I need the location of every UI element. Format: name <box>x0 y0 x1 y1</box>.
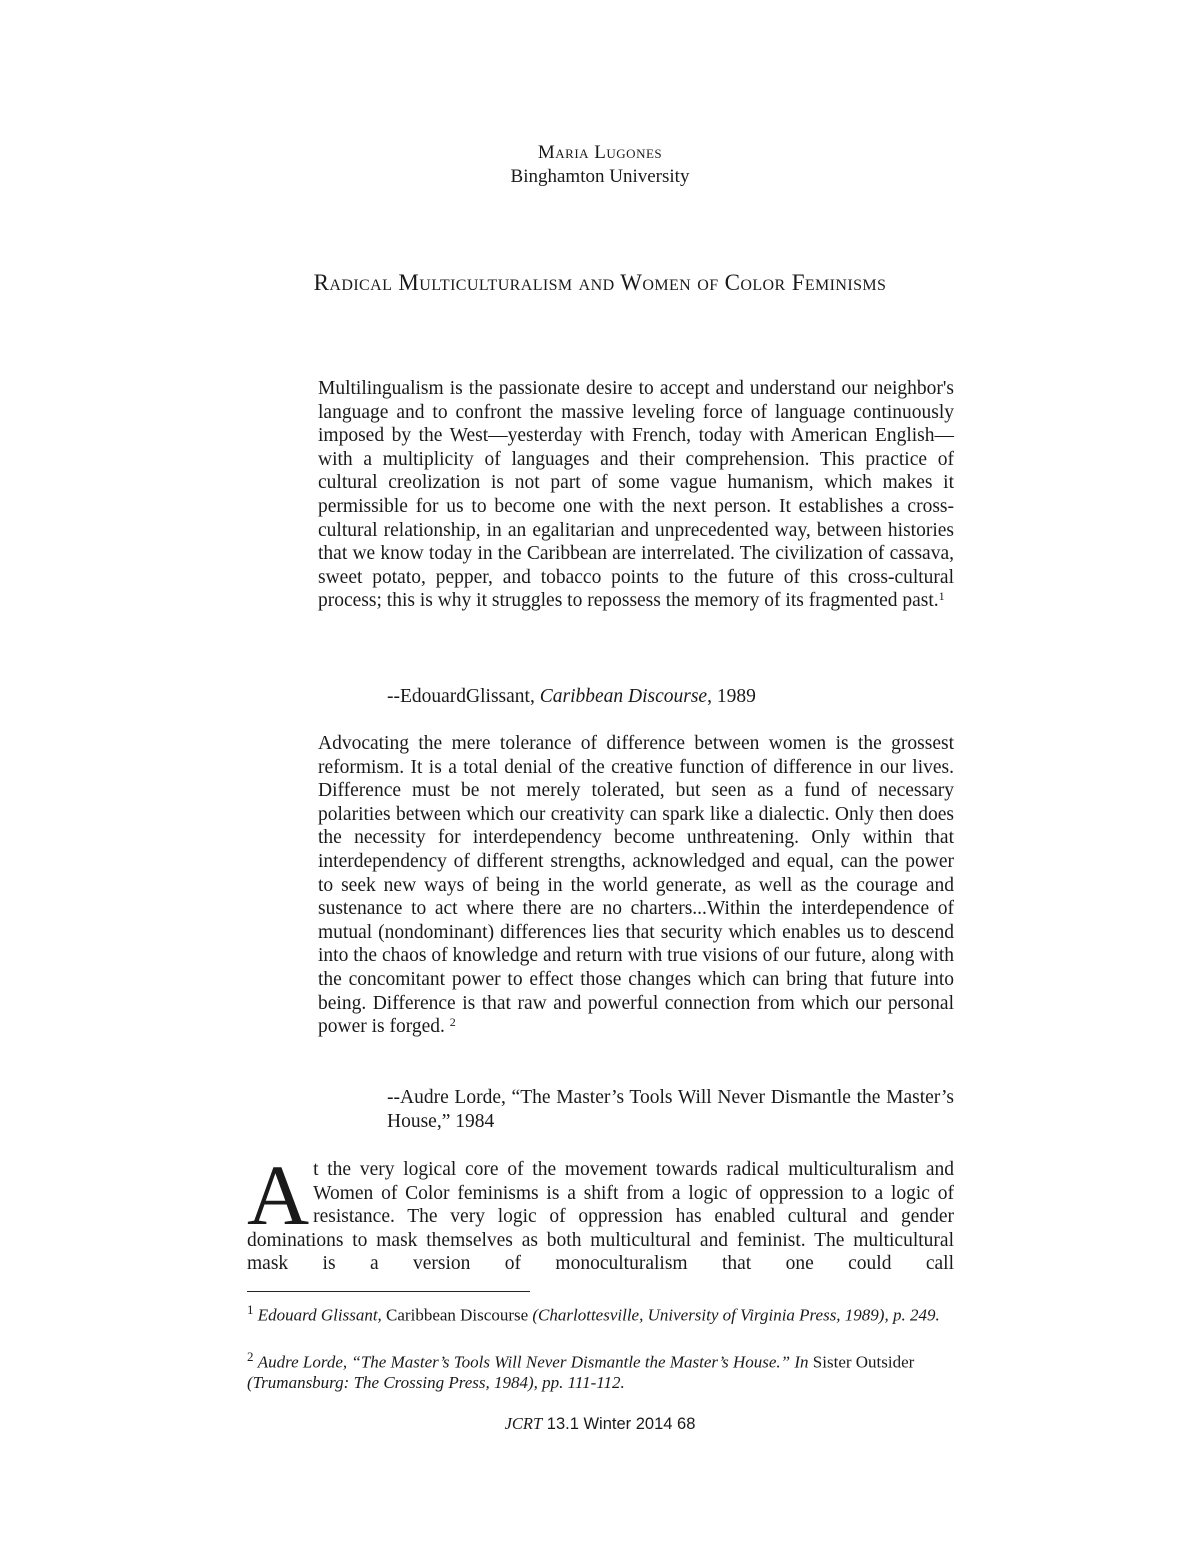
footnote-mark: 1 <box>247 1302 254 1317</box>
epigraph-lorde <box>318 732 954 1039</box>
attribution-year: , 1989 <box>707 686 756 707</box>
footnote-italic: Audre Lorde, “The Master’s Tools Will Never Dismantle the Master’s House.” In <box>257 1352 809 1372</box>
epigraph-glissant <box>318 377 954 613</box>
footnote-1 <box>247 1300 954 1326</box>
footnote-roman: Caribbean Discourse <box>381 1305 533 1325</box>
article-title: Radical Multiculturalism and Women of Color Feminisms <box>313 270 887 295</box>
page-footer <box>0 1414 1200 1434</box>
footnote-2 <box>247 1347 954 1394</box>
footnote-mark: 2 <box>247 1349 254 1364</box>
attribution-author: --EdouardGlissant, <box>387 686 540 707</box>
epigraph-text: Multilingualism is the passionate desire to accept and understand our neighbor's language and to confront the massive leveling force of language continuously imposed by the West—yesterday with French, today with American English—with a multiplicity of languages and their comprehension. This practice of cultural creolization is not part of some vague humanism, which makes it permissible for us to become one with the next person. It establishes a cross-cultural relationship, in an egalitarian and unprecedented way, between histories that we know today in the Caribbean are interrelated. The civilization of cassava, sweet potato, pepper, and tobacco points to the future of this cross-cultural process; this is why it struggles to repossess the memory of its fragmented past. <box>318 378 954 612</box>
footnote-italic: (Trumansburg: The Crossing Press, 1984), pp. 111-112. <box>247 1373 625 1393</box>
footnote-roman: Sister Outsider <box>808 1352 915 1372</box>
footnote-italic: Edouard Glissant, <box>257 1305 382 1325</box>
author-affiliation: Binghamton University <box>510 166 690 187</box>
journal-issue: 13.1 Winter 2014 <box>542 1415 673 1433</box>
page-number: 68 <box>677 1415 696 1433</box>
body-paragraph <box>247 1147 954 1276</box>
footnote-ref[interactable]: 1 <box>938 589 945 604</box>
epigraph-attribution: --Audre Lorde, “The Master’s Tools Will Never Dismantle the Master’s House,” 1984 <box>387 1087 954 1132</box>
attribution-work: Caribbean Discourse <box>539 686 708 707</box>
drop-cap: A <box>247 1147 310 1243</box>
footnote-italic: (Charlottesville, University of Virginia Press, 1989), p. 249. <box>532 1305 940 1325</box>
epigraph-text: Advocating the mere tolerance of difference between women is the grossest reformism. It is a total denial of the creative function of difference in our lives. Difference must be not merely tolerated, but seen as a fund of necessary polarities between which our creativity can spark like a dialectic. Only then does the necessity for interdependency become unthreatening. Only within that interdependency of different strengths, acknowledged and equal, can the power to seek new ways of being in the world generate, as well as the courage and sustenance to act where there are no charters...Within the interdependence of mutual (nondominant) differences lies that security which enables us to descend into the chaos of knowledge and return with true visions of our future, along with the concomitant power to effect those changes which can bring that future into being. Difference is that raw and powerful connection from which our personal power is forged. <box>318 733 954 1038</box>
author-name: Maria Lugones <box>537 142 663 163</box>
footnote-ref[interactable]: 2 <box>449 1015 456 1030</box>
epigraph-attribution <box>387 685 954 709</box>
footnote-divider <box>247 1291 530 1292</box>
journal-name: JCRT <box>504 1414 543 1433</box>
body-text: t the very logical core of the movement towards radical multiculturalism and Women of Color feminisms is a shift from a logic of oppression to a logic of resistance. The very logic of oppression has enabled cultural and gender dominations to mask themselves as both multicultural and feminist. The multicultural mask is a version of monoculturalism that one could call <box>247 1159 954 1275</box>
